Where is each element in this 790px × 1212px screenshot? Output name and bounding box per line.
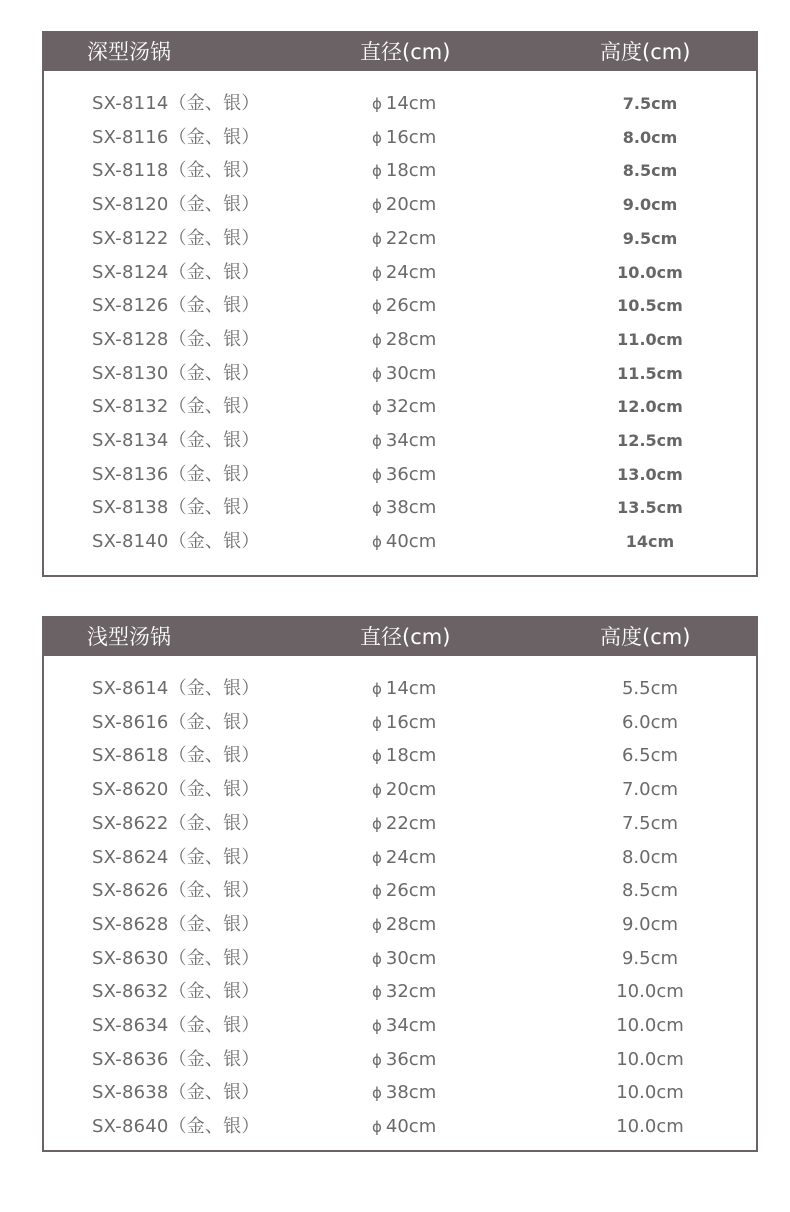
height-cell: 9.0cm (621, 913, 679, 935)
diameter-value: 20cm (385, 194, 437, 216)
model-cell: SX-8126（金、银） (92, 295, 260, 317)
column-header-height: 高度(cm) (600, 625, 691, 649)
diameter-symbol: ϕ (372, 128, 382, 147)
model-cell: SX-8118（金、银） (92, 160, 260, 182)
height-cell: 10.0cm (616, 1048, 684, 1070)
model-cell: SX-8114（金、银） (92, 93, 260, 114)
diameter-cell (372, 706, 436, 740)
diameter-cell (372, 458, 436, 492)
table-row (44, 289, 756, 323)
table-row (44, 491, 756, 525)
table-row (44, 256, 756, 290)
height-cell: 13.5cm (617, 498, 683, 518)
diameter-value: 16cm (385, 126, 437, 148)
diameter-symbol: ϕ (372, 330, 382, 349)
model-cell: SX-8122（金、银） (92, 227, 260, 249)
height-cell: 6.5cm (621, 745, 679, 767)
model-cell: SX-8138（金、银） (92, 497, 260, 519)
table-row (44, 323, 756, 357)
model-cell: SX-8624（金、银） (92, 846, 260, 868)
table-row (44, 739, 756, 773)
model-cell: SX-8120（金、银） (92, 194, 260, 216)
diameter-cell (372, 222, 436, 256)
diameter-symbol: ϕ (372, 263, 382, 282)
model-cell: SX-8626（金、银） (92, 880, 260, 902)
diameter-value: 14cm (385, 93, 437, 114)
diameter-value: 38cm (385, 1082, 437, 1104)
table-row (44, 222, 756, 256)
height-cell: 7.5cm (622, 94, 678, 113)
diameter-value: 38cm (385, 497, 437, 519)
diameter-symbol: ϕ (372, 1017, 382, 1035)
table-row (44, 942, 756, 976)
diameter-symbol: ϕ (372, 814, 382, 833)
diameter-cell (372, 1110, 436, 1144)
table-row (44, 1043, 756, 1077)
diameter-value: 26cm (385, 295, 437, 317)
diameter-symbol: ϕ (372, 983, 382, 1002)
diameter-symbol: ϕ (372, 398, 382, 417)
model-cell: SX-8616（金、银） (92, 711, 260, 733)
diameter-cell (372, 424, 436, 458)
diameter-cell (372, 942, 436, 976)
table-row (44, 424, 756, 458)
diameter-value: 34cm (385, 430, 437, 451)
diameter-symbol: ϕ (372, 196, 382, 215)
column-header-diameter: 直径(cm) (360, 40, 451, 64)
model-cell: SX-8632（金、银） (92, 981, 260, 1003)
diameter-value: 24cm (385, 261, 437, 283)
diameter-symbol: ϕ (372, 1118, 382, 1137)
diameter-value: 20cm (385, 779, 437, 801)
diameter-cell (372, 256, 436, 290)
height-cell: 10.0cm (616, 1082, 684, 1104)
model-cell: SX-8620（金、银） (92, 779, 260, 801)
diameter-cell (372, 491, 436, 525)
height-cell: 10.0cm (616, 981, 684, 1003)
diameter-cell (372, 357, 436, 391)
diameter-symbol: ϕ (372, 229, 382, 248)
diameter-cell (372, 188, 436, 222)
diameter-value: 32cm (385, 396, 437, 418)
diameter-value: 30cm (385, 362, 437, 384)
diameter-value: 26cm (385, 880, 437, 902)
diameter-value: 14cm (385, 678, 437, 699)
height-cell: 12.5cm (617, 431, 683, 450)
diameter-value: 22cm (385, 227, 437, 249)
diameter-symbol: ϕ (372, 1050, 382, 1069)
diameter-symbol: ϕ (372, 848, 382, 867)
height-cell: 10.0cm (616, 1116, 684, 1138)
model-cell: SX-8132（金、银） (92, 396, 260, 418)
model-cell: SX-8116（金、银） (92, 126, 260, 148)
table-row (44, 1110, 756, 1144)
diameter-symbol: ϕ (372, 533, 382, 552)
height-cell: 11.5cm (617, 363, 683, 383)
deep-pot-spec-table (42, 31, 758, 577)
diameter-cell (372, 1043, 436, 1077)
diameter-symbol: ϕ (372, 432, 382, 450)
table-row (44, 975, 756, 1009)
model-cell: SX-8614（金、银） (92, 678, 260, 699)
model-cell: SX-8140（金、银） (92, 531, 260, 553)
diameter-cell (372, 323, 436, 357)
model-cell: SX-8618（金、银） (92, 745, 260, 767)
table-title: 深型汤锅 (87, 40, 171, 64)
diameter-value: 24cm (385, 846, 437, 868)
diameter-symbol: ϕ (372, 95, 382, 113)
diameter-cell (372, 773, 436, 807)
diameter-cell (372, 908, 436, 942)
table-row (44, 1076, 756, 1110)
diameter-value: 28cm (385, 913, 437, 935)
diameter-symbol: ϕ (372, 297, 382, 316)
height-cell: 10.0cm (617, 262, 683, 282)
diameter-symbol: ϕ (372, 882, 382, 901)
diameter-value: 40cm (385, 531, 437, 553)
model-cell: SX-8130（金、银） (92, 362, 260, 384)
diameter-cell (372, 1076, 436, 1110)
diameter-cell (372, 841, 436, 875)
diameter-value: 18cm (385, 160, 437, 182)
table-row (44, 841, 756, 875)
diameter-cell (372, 525, 436, 559)
diameter-symbol: ϕ (372, 680, 382, 698)
diameter-value: 22cm (385, 812, 437, 834)
height-cell: 8.5cm (621, 880, 679, 902)
model-cell: SX-8640（金、银） (92, 1116, 260, 1138)
height-cell: 13.0cm (617, 464, 683, 484)
diameter-value: 36cm (385, 1048, 437, 1070)
table-row (44, 458, 756, 492)
height-cell: 14cm (625, 532, 675, 552)
diameter-value: 32cm (385, 981, 437, 1003)
table-row (44, 87, 756, 121)
table-title: 浅型汤锅 (87, 625, 171, 649)
height-cell: 7.5cm (621, 812, 679, 834)
diameter-cell (372, 154, 436, 188)
height-cell: 10.0cm (616, 1015, 684, 1036)
table-row (44, 188, 756, 222)
model-cell: SX-8128（金、银） (92, 328, 260, 350)
model-cell: SX-8136（金、银） (92, 463, 260, 485)
table-row (44, 908, 756, 942)
table-row (44, 874, 756, 908)
diameter-cell (372, 807, 436, 841)
height-cell: 8.5cm (622, 161, 678, 181)
diameter-cell (372, 1009, 436, 1043)
height-cell: 11.0cm (617, 329, 683, 349)
diameter-symbol: ϕ (372, 162, 382, 181)
diameter-symbol: ϕ (372, 949, 382, 968)
diameter-symbol: ϕ (372, 781, 382, 800)
diameter-value: 28cm (385, 328, 437, 350)
table-row (44, 706, 756, 740)
height-cell: 9.5cm (622, 228, 678, 248)
column-header-height: 高度(cm) (600, 40, 691, 64)
table-row (44, 357, 756, 391)
height-cell: 7.0cm (621, 779, 679, 801)
diameter-symbol: ϕ (372, 713, 382, 732)
diameter-value: 34cm (385, 1015, 437, 1036)
diameter-cell (372, 289, 436, 323)
height-cell: 9.5cm (621, 947, 679, 969)
table-row (44, 121, 756, 155)
diameter-symbol: ϕ (372, 465, 382, 484)
model-cell: SX-8124（金、银） (92, 261, 260, 283)
height-cell: 5.5cm (621, 678, 679, 699)
diameter-symbol: ϕ (372, 364, 382, 383)
diameter-value: 16cm (385, 711, 437, 733)
height-cell: 12.0cm (617, 397, 683, 417)
table-header (44, 618, 756, 656)
diameter-cell (372, 87, 436, 121)
height-cell: 9.0cm (622, 195, 678, 215)
diameter-cell (372, 874, 436, 908)
model-cell: SX-8628（金、银） (92, 913, 260, 935)
diameter-value: 18cm (385, 745, 437, 767)
shallow-pot-spec-table (42, 616, 758, 1152)
table-row (44, 1009, 756, 1043)
model-cell: SX-8634（金、银） (92, 1015, 260, 1036)
model-cell: SX-8622（金、银） (92, 812, 260, 834)
column-header-diameter: 直径(cm) (360, 625, 451, 649)
height-cell: 8.0cm (622, 127, 678, 147)
diameter-symbol: ϕ (372, 1084, 382, 1103)
table-row (44, 154, 756, 188)
table-row (44, 525, 756, 559)
table-row (44, 807, 756, 841)
diameter-cell (372, 121, 436, 155)
diameter-cell (372, 390, 436, 424)
diameter-cell (372, 739, 436, 773)
height-cell: 6.0cm (621, 711, 679, 733)
diameter-value: 36cm (385, 463, 437, 485)
diameter-symbol: ϕ (372, 915, 382, 934)
table-header (44, 33, 756, 71)
model-cell: SX-8638（金、银） (92, 1082, 260, 1104)
model-cell: SX-8636（金、银） (92, 1048, 260, 1070)
diameter-cell (372, 672, 436, 706)
table-row (44, 390, 756, 424)
diameter-symbol: ϕ (372, 747, 382, 766)
height-cell: 10.5cm (617, 296, 683, 316)
diameter-value: 30cm (385, 947, 437, 969)
model-cell: SX-8134（金、银） (92, 430, 260, 451)
diameter-value: 40cm (385, 1116, 437, 1138)
model-cell: SX-8630（金、银） (92, 947, 260, 969)
table-row (44, 773, 756, 807)
table-row (44, 672, 756, 706)
height-cell: 8.0cm (621, 846, 679, 868)
diameter-cell (372, 975, 436, 1009)
diameter-symbol: ϕ (372, 499, 382, 518)
